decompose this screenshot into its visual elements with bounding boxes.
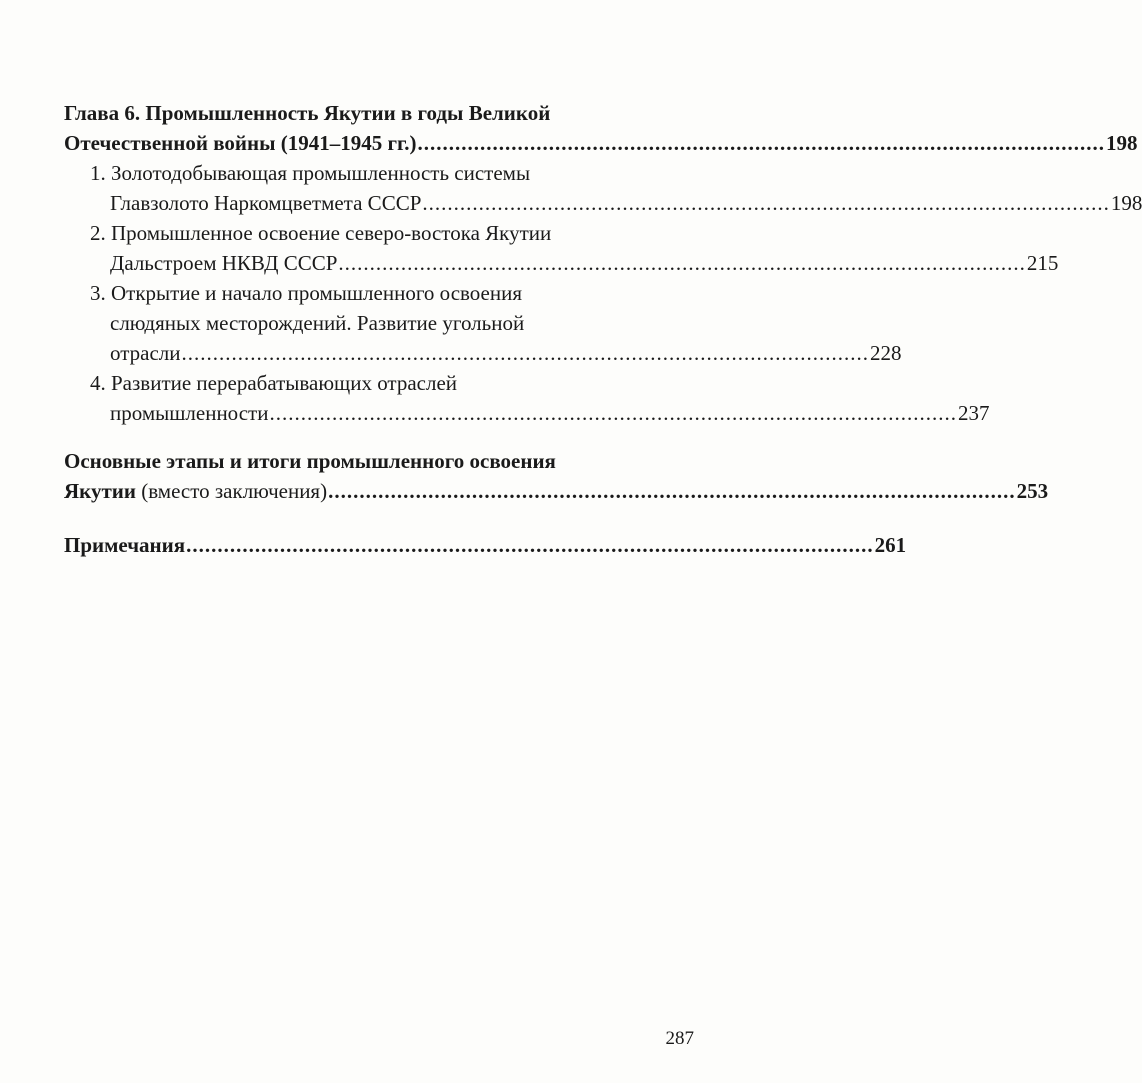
leader-dots: .............................................................................................................. (186, 533, 874, 557)
toc-item-4 (64, 368, 990, 428)
toc-item-2-line1: 2. Промышленное освоение северо-востока Якутии (90, 221, 552, 245)
toc-item-3 (64, 278, 902, 368)
leader-dots: .............................................................................................................. (269, 401, 957, 425)
toc-conclusion-line1: Основные этапы и итоги промышленного освоения (64, 449, 556, 473)
toc-item-4-page: 237 (957, 401, 990, 425)
toc-item-2-page: 215 (1026, 251, 1059, 275)
toc-item-1-line1: 1. Золотодобывающая промышленность системы (90, 161, 531, 185)
toc-notes (64, 530, 907, 560)
page-number: 287 (665, 1028, 694, 1049)
toc-conclusion-page: 253 (1016, 479, 1049, 503)
toc-conclusion-line2 (64, 476, 1049, 506)
toc-chapter-6-page: 198 (1105, 131, 1138, 155)
toc-item-2-text: Дальстроем НКВД СССР (110, 251, 338, 275)
leader-dots: .............................................................................................................. (422, 191, 1110, 215)
toc-chapter-6 (64, 98, 1138, 158)
toc-item-2 (64, 218, 1059, 278)
toc-item-3-line3 (90, 338, 902, 368)
leader-dots: .............................................................................................................. (181, 341, 870, 365)
toc-item-1-text: Главзолото Наркомцветмета СССР (110, 191, 422, 215)
toc-notes-line (64, 530, 907, 560)
toc-item-1-page: 198 (1110, 191, 1142, 215)
toc-item-2-line2 (90, 248, 1059, 278)
toc-item-3-line2: слюдяных месторождений. Развитие угольной (110, 311, 525, 335)
leader-dots: .............................................................................................................. (328, 479, 1016, 503)
toc-conclusion-text (64, 476, 327, 506)
toc-item-3-page: 228 (870, 341, 902, 365)
leader-dots: .............................................................................................................. (417, 131, 1105, 155)
toc-conclusion-bold-text: Якутии (64, 479, 136, 503)
toc-conclusion-normal-text: (вместо заключения) (135, 479, 328, 503)
toc-notes-text: Примечания (64, 533, 186, 557)
toc-item-4-line2 (90, 398, 990, 428)
toc-item-3-line1: 3. Открытие и начало промышленного освоения (90, 281, 522, 305)
toc-chapter-6-title-text: Отечественной войны (1941–1945 гг.) (64, 131, 417, 155)
toc-item-1-line2 (90, 188, 1142, 218)
toc-item-1 (64, 158, 1142, 218)
toc-conclusion (64, 446, 1049, 506)
toc-item-4-text: промышленности (110, 401, 269, 425)
leader-dots: .............................................................................................................. (338, 251, 1026, 275)
table-of-contents (64, 98, 1142, 560)
toc-item-4-line1: 4. Развитие перерабатывающих отраслей (90, 371, 458, 395)
toc-notes-page: 261 (874, 533, 907, 557)
toc-chapter-6-title-line1: Глава 6. Промышленность Якутии в годы Великой (64, 101, 551, 125)
toc-item-3-text: отрасли (110, 341, 181, 365)
toc-chapter-6-title-line2 (64, 128, 1138, 158)
